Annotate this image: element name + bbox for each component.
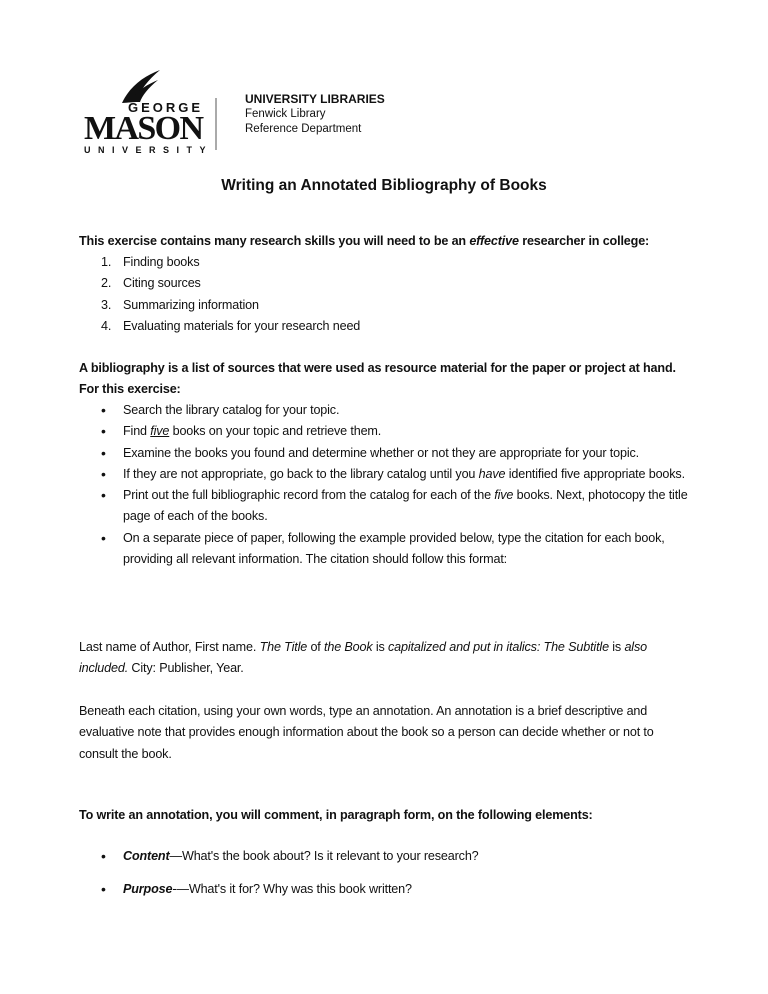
list-item: 3. Summarizing information bbox=[101, 297, 259, 312]
list-item: • Search the library catalog for your topic. bbox=[101, 402, 340, 418]
letterhead bbox=[245, 92, 385, 137]
list-item: 2. Citing sources bbox=[101, 276, 201, 291]
list-item: • If they are not appropriate, go back to the library catalog until you have identified five appropriate books. bbox=[101, 465, 685, 482]
org-name: UNIVERSITY LIBRARIES bbox=[245, 92, 385, 106]
logo-university: UNIVERSITY bbox=[84, 145, 214, 155]
list-item: • Find five books on your topic and retrieve them. bbox=[101, 423, 382, 440]
george-mason-logo bbox=[82, 68, 222, 156]
annotation-definition: Beneath each citation, using your own words, type an annotation. An annotation is a brief descriptive and evaluative note that provides enough information about the book so a person can decide whether or not to consult the book. bbox=[79, 704, 654, 761]
element-item-content: • Content—What's the book about? Is it relevant to your research? bbox=[101, 848, 479, 864]
list-item: • Examine the books you found and determine whether or not they are appropriate for your topic. bbox=[101, 444, 640, 461]
page-title: Writing an Annotated Bibliography of Books bbox=[221, 177, 547, 194]
logo-mason: MASON bbox=[84, 110, 204, 147]
skills-list bbox=[79, 252, 689, 337]
elements-heading: To write an annotation, you will comment, in paragraph form, on the following elements: bbox=[79, 808, 593, 822]
list-item: 4. Evaluating materials for your research need bbox=[101, 318, 361, 333]
bibliography-definition: A bibliography is a list of sources that were used as resource material for the paper or project at hand. For this exercise: bbox=[79, 361, 676, 397]
list-item: • Print out the full bibliographic record from the catalog for each of the five books. Next, photocopy the title page of each of the books. bbox=[101, 487, 688, 524]
library-name: Fenwick Library bbox=[245, 108, 326, 120]
department-name: Reference Department bbox=[245, 123, 362, 135]
steps-list bbox=[79, 400, 689, 570]
intro-text: This exercise contains many research skills you will need to be an effective researcher in college: bbox=[79, 234, 650, 248]
list-item: • On a separate piece of paper, following the example provided below, type the citation for each book, providing all relevant information. The citation should follow this format: bbox=[101, 529, 665, 567]
logo-george: GEORGE bbox=[128, 100, 204, 115]
element-item-purpose: • Purpose-—What's it for? Why was this book written? bbox=[101, 881, 412, 897]
list-item: 1. Finding books bbox=[101, 255, 200, 269]
citation-format: Last name of Author, First name. The Title of the Book is capitalized and put in italics: The Subtitle is also included. City: Publisher, Year. bbox=[79, 640, 647, 676]
